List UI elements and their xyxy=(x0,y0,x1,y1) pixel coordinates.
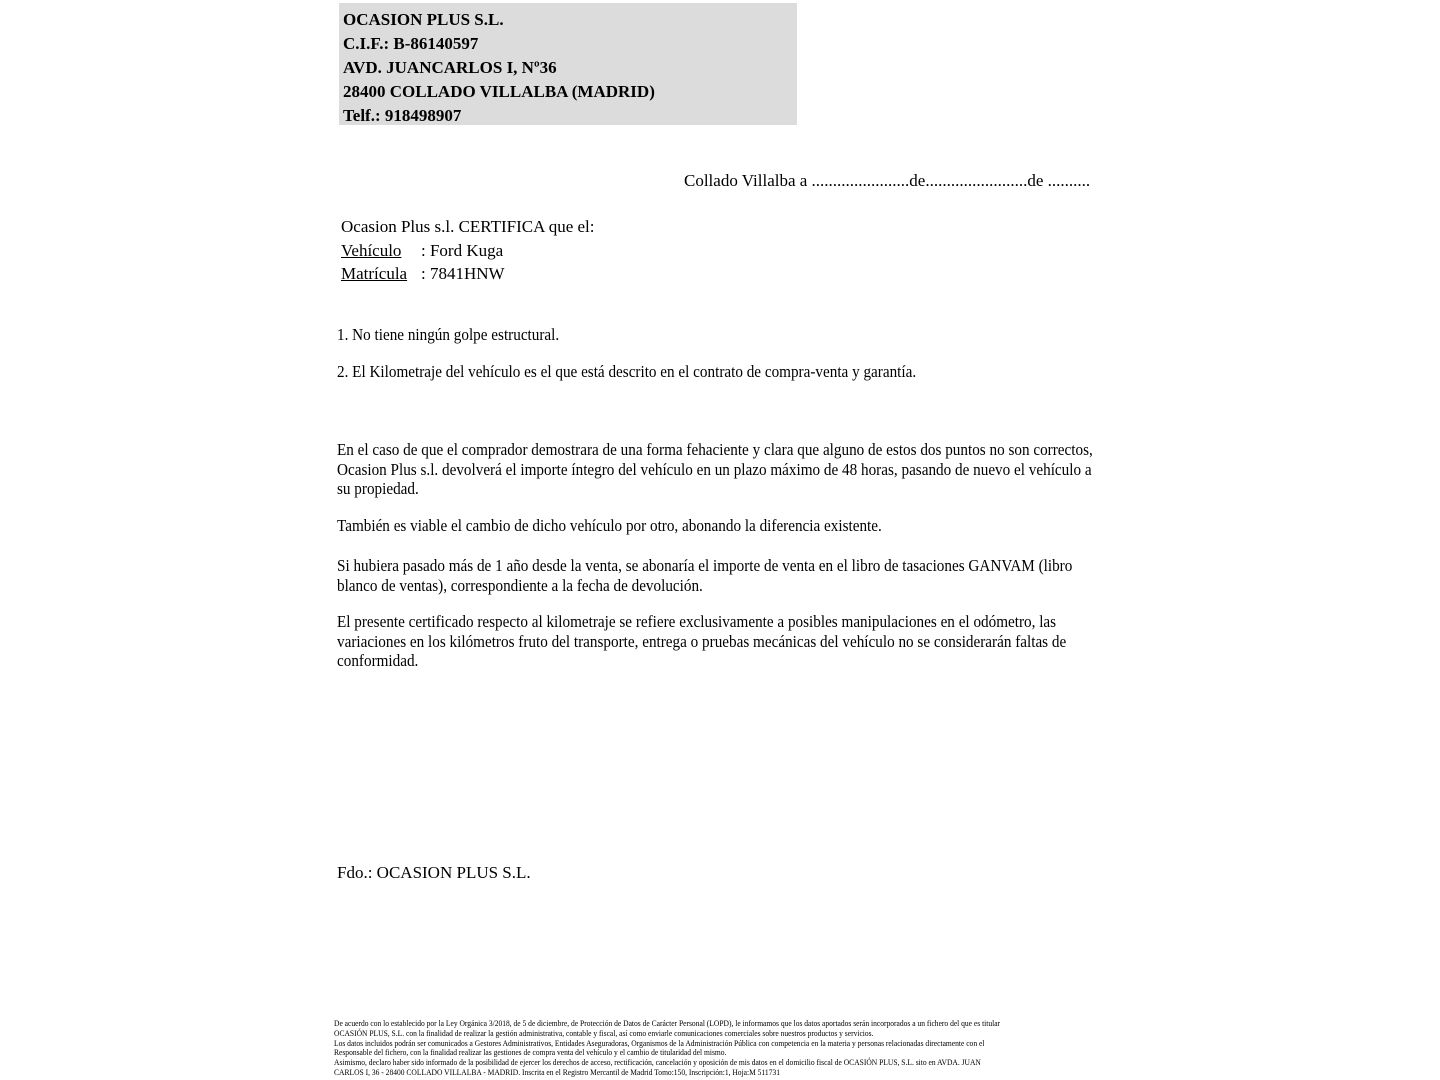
company-address: AVD. JUANCARLOS I, Nº36 xyxy=(343,58,557,77)
signature-line: Fdo.: OCASION PLUS S.L. xyxy=(337,863,531,882)
plate-label: Matrícula xyxy=(341,264,408,283)
vehicle-value: : Ford Kuga xyxy=(421,240,504,260)
plate-field xyxy=(341,262,595,286)
plate-value: : 7841HNW xyxy=(421,264,505,283)
paragraph-ganvam: Si hubiera pasado más de 1 año desde la venta, se abonaría el importe de venta en el libro de tasaciones GANVAM (libro blanco de ventas), correspondiente a la fecha de devolución. xyxy=(337,556,1073,595)
legal-footer-line-5: Asimismo, declaro haber sido informado de la posibilidad de ejercer los derechos de acceso, rectificación, cancelación y oposición de mis datos en el domicilio fiscal de OCASIÓN PLUS, S.L. sito en AVDA. JUAN xyxy=(334,1058,981,1068)
vehicle-field xyxy=(341,239,595,263)
condition-point-2: 2. El Kilometraje del vehículo es el que está descrito en el contrato de compra-venta y garantía. xyxy=(337,362,917,381)
condition-point-1: 1. No tiene ningún golpe estructural. xyxy=(337,325,560,344)
company-cif: C.I.F.: B-86140597 xyxy=(343,34,479,53)
certify-intro: Ocasion Plus s.l. CERTIFICA que el: xyxy=(341,217,595,236)
vehicle-label: Vehículo xyxy=(341,240,402,260)
paragraph-odometer: El presente certificado respecto al kilometraje se refiere exclusivamente a posibles manipulaciones en el odómetro, las variaciones en los kilómetros fruto del transporte, entrega o pruebas mecánicas del vehículo no se considerarán faltas de conformidad. xyxy=(337,612,1067,670)
date-line: Collado Villalba a .......................de........................de .......... xyxy=(684,171,1091,190)
certify-block xyxy=(341,215,595,286)
company-phone: Telf.: 918498907 xyxy=(343,106,462,125)
company-city: 28400 COLLADO VILLALBA (MADRID) xyxy=(343,82,655,101)
legal-footer-line-2: OCASIÓN PLUS, S.L. con la finalidad de realizar la gestión administrativa, contable y fiscal, así como enviarle comunicaciones comerciales sobre nuestros productos y servicios. xyxy=(334,1028,874,1038)
company-header-box xyxy=(339,3,797,125)
legal-footer-line-6: CARLOS I, 36 - 28400 COLLADO VILLALBA - MADRID. Inscrita en el Registro Mercantil de Madrid Tomo:150, Inscripción:1, Hoja:M 511731 xyxy=(334,1067,780,1077)
legal-footer-line-4: Responsable del fichero, con la finalidad realizar las gestiones de compra venta del vehículo y el cambio de titularidad del mismo. xyxy=(334,1048,727,1058)
legal-footer xyxy=(334,1019,1111,1078)
paragraph-exchange: También es viable el cambio de dicho vehículo por otro, abonando la diferencia existente. xyxy=(337,516,882,535)
paragraph-refund: En el caso de que el comprador demostrara de una forma fehaciente y clara que alguno de estos dos puntos no son correctos, Ocasion Plus s.l. devolverá el importe íntegro del vehículo en un plazo máximo de 48 horas, pasando de nuevo el vehículo a su propiedad. xyxy=(337,440,1093,498)
legal-footer-line-1: De acuerdo con lo establecido por la Ley Orgánica 3/2018, de 5 de diciembre, de Protección de Datos de Carácter Personal (LOPD), le informamos que los datos aportados serán incorporados a un fichero del que es titular xyxy=(334,1019,1001,1028)
company-name: OCASION PLUS S.L. xyxy=(343,10,504,29)
legal-footer-line-3: Los datos incluidos podrán ser comunicados a Gestores Administrativos, Entidades Aseguradoras, Organismos de la Administración Pública con competencia en la materia y personas relacionadas directamente con el xyxy=(334,1038,985,1048)
